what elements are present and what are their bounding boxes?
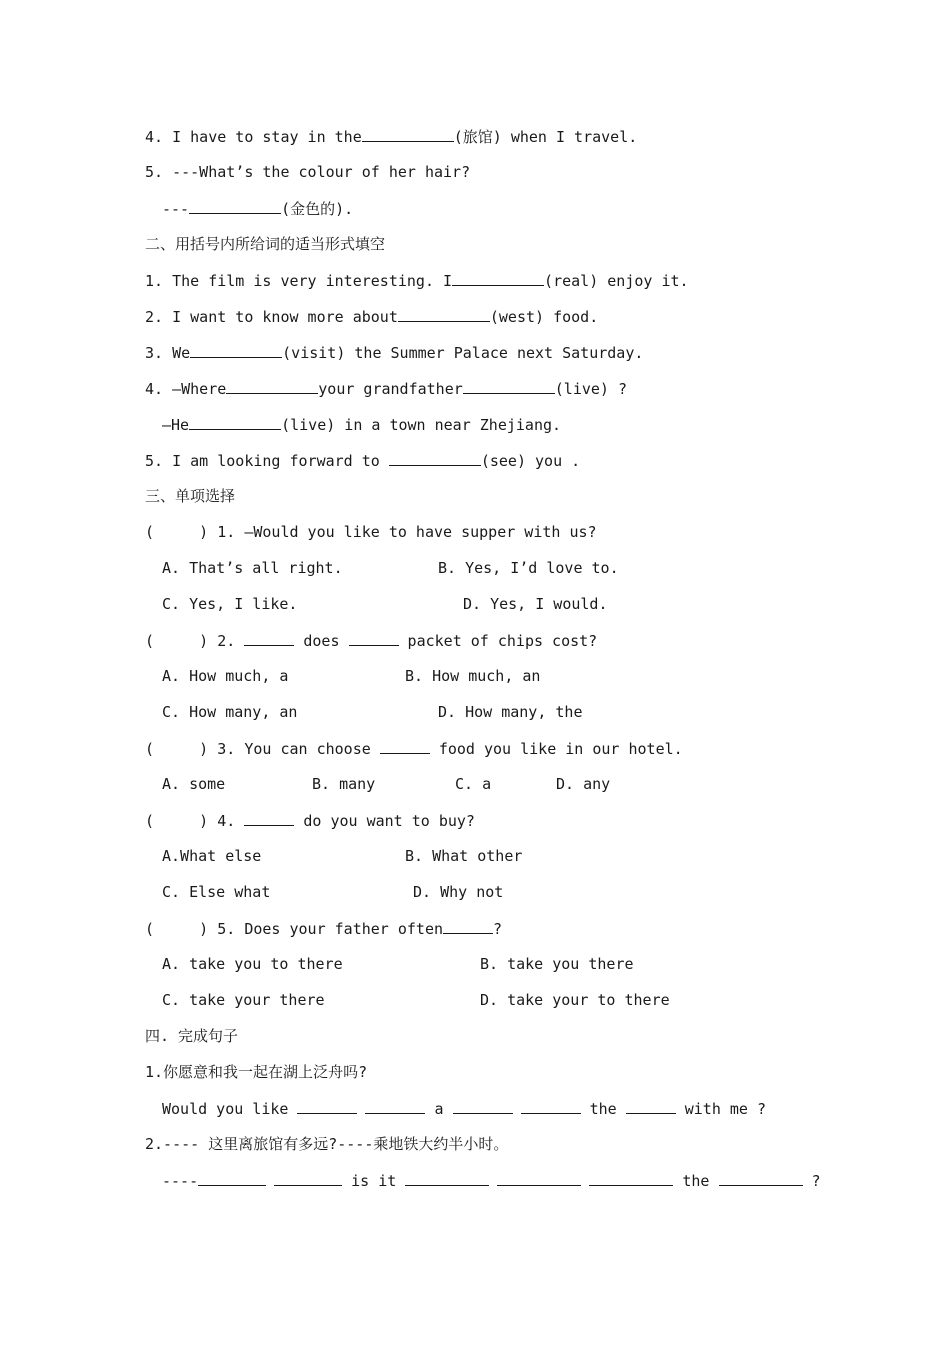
answer-blank[interactable] [589, 1170, 673, 1186]
p2-q4 [145, 378, 627, 399]
answer-blank[interactable] [349, 630, 399, 646]
p3-q4-option-a[interactable]: A.What else [162, 847, 262, 865]
p2-q4-text-c: (live) ? [554, 380, 628, 398]
p2-q5-text-b: (see) you . [480, 452, 581, 470]
p2-q1 [145, 270, 689, 291]
p2-q5-text-a: 5. I am looking forward to [145, 452, 389, 470]
p4-q1-text-a: Would you like [162, 1100, 298, 1118]
p3-q5-stem-b: ? [493, 920, 503, 938]
p4-q2-text-c: the [673, 1172, 719, 1190]
p3-q3-option-a[interactable]: A. some [162, 775, 226, 793]
p4-q1-english [162, 1098, 766, 1119]
answer-blank[interactable] [198, 1170, 266, 1186]
p1-q5-question: 5. ---What’s the colour of her hair? [145, 163, 471, 181]
part3-heading: 三、单项选择 [145, 487, 236, 505]
p3-q2-option-b[interactable]: B. How much, an [405, 667, 541, 685]
p2-q4-text-a: 4. —Where [145, 380, 227, 398]
p2-q5 [145, 450, 580, 471]
answer-blank[interactable] [297, 1098, 357, 1114]
p3-q5-option-a[interactable]: A. take you to there [162, 955, 343, 973]
p3-q4-option-c[interactable]: C. Else what [162, 883, 271, 901]
p4-q1-chinese: 1.你愿意和我一起在湖上泛舟吗? [145, 1063, 368, 1081]
p3-q2-stem [145, 630, 597, 651]
answer-blank[interactable] [189, 198, 281, 214]
p1-q4 [145, 126, 637, 147]
p1-q5 [145, 162, 470, 182]
part4-heading: 四. 完成句子 [145, 1027, 239, 1045]
answer-blank[interactable] [497, 1170, 581, 1186]
answer-blank[interactable] [244, 810, 294, 826]
p2-q1-text-a: 1. The film is very interesting. I [145, 272, 453, 290]
p3-q4-option-d[interactable]: D. Why not [413, 883, 504, 901]
p3-q4-option-b[interactable]: B. What other [405, 847, 523, 865]
p3-q5-option-c[interactable]: C. take your there [162, 991, 325, 1009]
p3-q3-option-c[interactable]: C. a [455, 775, 492, 793]
p4-q1-text-c: the [580, 1100, 626, 1118]
p4-q1-text-b: a [425, 1100, 453, 1118]
answer-blank[interactable] [463, 378, 555, 394]
p2-q3-text-a: 3. We [145, 344, 191, 362]
p3-q4-stem-b: do you want to buy? [294, 812, 475, 830]
p4-q1-text-d: with me ? [675, 1100, 767, 1118]
p3-q5-stem [145, 918, 502, 939]
p4-q2-text-a: ---- [162, 1172, 199, 1190]
answer-blank[interactable] [443, 918, 493, 934]
p3-q3-stem-a: ( ) 3. You can choose [145, 740, 380, 758]
answer-blank[interactable] [453, 1098, 513, 1114]
p3-q2-option-a[interactable]: A. How much, a [162, 667, 289, 685]
answer-blank[interactable] [452, 270, 544, 286]
p3-q1-option-b[interactable]: B. Yes, I’d love to. [438, 559, 619, 577]
p2-q3 [145, 342, 643, 363]
p4-q2-english [162, 1170, 821, 1191]
p3-q2-stem-c: packet of chips cost? [398, 632, 598, 650]
answer-blank[interactable] [719, 1170, 803, 1186]
p3-q3-stem-b: food you like in our hotel. [429, 740, 683, 758]
p3-q1-option-a[interactable]: A. That’s all right. [162, 559, 343, 577]
p3-q5-option-b[interactable]: B. take you there [480, 955, 634, 973]
p3-q2-stem-a: ( ) 2. [145, 632, 245, 650]
answer-blank[interactable] [405, 1170, 489, 1186]
p2-q4-text-e: (live) in a town near Zhejiang. [281, 416, 562, 434]
p2-q4-reply [162, 414, 561, 435]
p3-q4-stem [145, 810, 475, 831]
p2-q2-text-b: (west) food. [489, 308, 599, 326]
answer-blank[interactable] [244, 630, 294, 646]
p4-q2-text-b: is it [342, 1172, 406, 1190]
answer-blank[interactable] [626, 1098, 676, 1114]
answer-blank[interactable] [274, 1170, 342, 1186]
part2-heading: 二、用括号内所给词的适当形式填空 [145, 235, 386, 253]
answer-blank[interactable] [226, 378, 318, 394]
p2-q4-text-b: your grandfather [318, 380, 463, 398]
p1-q5-dash: --- [162, 200, 190, 218]
p4-q2-chinese: 2.---- 这里离旅馆有多远?----乘地铁大约半小时。 [145, 1135, 509, 1153]
p1-q5-answer [162, 198, 353, 219]
answer-blank[interactable] [521, 1098, 581, 1114]
p2-q1-text-b: (real) enjoy it. [544, 272, 689, 290]
answer-blank[interactable] [398, 306, 490, 322]
answer-blank[interactable] [365, 1098, 425, 1114]
p2-q3-text-b: (visit) the Summer Palace next Saturday. [282, 344, 644, 362]
answer-blank[interactable] [190, 342, 282, 358]
answer-blank[interactable] [189, 414, 281, 430]
p2-q2-text-a: 2. I want to know more about [145, 308, 398, 326]
p3-q2-option-d[interactable]: D. How many, the [438, 703, 583, 721]
answer-blank[interactable] [389, 450, 481, 466]
p2-q2 [145, 306, 598, 327]
p1-q4-text-b: (旅馆) when I travel. [453, 128, 638, 146]
answer-blank[interactable] [380, 738, 430, 754]
p3-q3-option-d[interactable]: D. any [556, 775, 611, 793]
p3-q5-option-d[interactable]: D. take your to there [480, 991, 670, 1009]
p3-q3-stem [145, 738, 683, 759]
p2-q4-text-d: —He [162, 416, 190, 434]
answer-blank[interactable] [362, 126, 454, 142]
p3-q3-option-b[interactable]: B. many [312, 775, 376, 793]
p3-q1-option-c[interactable]: C. Yes, I like. [162, 595, 298, 613]
p3-q4-stem-a: ( ) 4. [145, 812, 245, 830]
p3-q1-stem: ( ) 1. —Would you like to have supper with us? [145, 523, 597, 541]
p3-q1-option-d[interactable]: D. Yes, I would. [463, 595, 608, 613]
p1-q4-text-a: 4. I have to stay in the [145, 128, 362, 146]
p3-q5-stem-a: ( ) 5. Does your father often [145, 920, 444, 938]
p3-q2-stem-b: does [294, 632, 349, 650]
p4-q2-text-d: ? [802, 1172, 821, 1190]
p3-q2-option-c[interactable]: C. How many, an [162, 703, 298, 721]
p1-q5-hint: (金色的). [281, 200, 354, 218]
